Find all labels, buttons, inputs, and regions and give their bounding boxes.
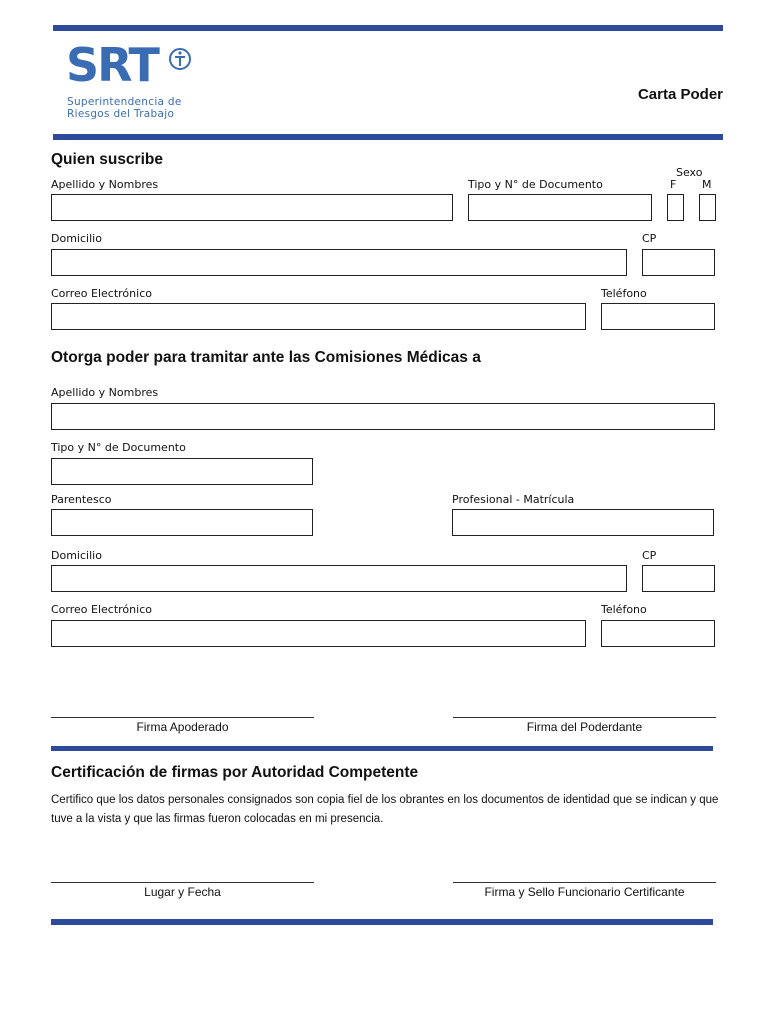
parentesco-field[interactable] (51, 509, 313, 536)
apoderado-documento-field[interactable] (51, 458, 313, 485)
label-parentesco: Parentesco (51, 493, 112, 506)
cp-field[interactable] (642, 249, 715, 276)
caption-firma-sello: Firma y Sello Funcionario Certificante (484, 885, 685, 899)
section-title-certificacion: Certificación de firmas por Autoridad Competente (51, 764, 419, 781)
documento-field[interactable] (468, 194, 652, 221)
apoderado-domicilio-field[interactable] (51, 565, 627, 592)
label-apoderado-domicilio: Domicilio (51, 549, 102, 562)
signature-line-apoderado (51, 717, 314, 718)
label-apellido: Apellido y Nombres (51, 178, 159, 191)
apoderado-cp-field[interactable] (642, 565, 715, 592)
label-sexo-m: M (702, 178, 712, 191)
label-apoderado-correo: Correo Electrónico (51, 603, 152, 616)
signature-line-funcionario (453, 882, 716, 883)
apellido-field[interactable] (51, 194, 453, 221)
label-cp: CP (642, 232, 657, 245)
bottom-rule (51, 919, 713, 925)
section-title-suscribe: Quien suscribe (51, 151, 163, 168)
label-sexo: Sexo (676, 166, 703, 179)
apoderado-telefono-field[interactable] (601, 620, 715, 647)
mid-rule (51, 746, 713, 751)
label-correo: Correo Electrónico (51, 287, 152, 300)
label-profesional: Profesional - Matrícula (452, 493, 575, 506)
certificacion-text: Certifico que los datos personales consignados son copia fiel de los obrantes en los documentos de identidad que se indican y que tuve a la vista y que las firmas fueron colocadas en mi presencia. (51, 794, 719, 825)
document-title: Carta Poder (637, 86, 723, 103)
signature-caption-apoderado: Firma Apoderado (136, 720, 229, 734)
label-apoderado-cp: CP (642, 549, 657, 562)
label-sexo-f: F (670, 178, 677, 191)
label-apoderado-apellido: Apellido y Nombres (51, 386, 159, 399)
label-apoderado-documento: Tipo y N° de Documento (51, 441, 186, 454)
logo-subtitle-1: Superintendencia de (67, 96, 182, 108)
label-domicilio: Domicilio (51, 232, 102, 245)
profesional-field[interactable] (452, 509, 714, 536)
srt-logo-icon (168, 47, 192, 71)
telefono-field[interactable] (601, 303, 715, 330)
label-apoderado-telefono: Teléfono (601, 603, 647, 616)
sexo-f-checkbox[interactable] (667, 194, 684, 221)
caption-lugar-fecha: Lugar y Fecha (144, 885, 221, 899)
signature-line-lugar (51, 882, 314, 883)
signature-caption-poderdante: Firma del Poderdante (526, 720, 643, 734)
sexo-m-checkbox[interactable] (699, 194, 716, 221)
label-telefono: Teléfono (601, 287, 647, 300)
apoderado-correo-field[interactable] (51, 620, 586, 647)
label-documento: Tipo y N° de Documento (468, 178, 603, 191)
signature-line-poderdante (453, 717, 716, 718)
correo-field[interactable] (51, 303, 586, 330)
header-rule (53, 134, 723, 140)
logo-subtitle-2: Riesgos del Trabajo (67, 108, 175, 120)
top-rule (53, 25, 723, 31)
srt-logo-text: SRT (66, 38, 158, 92)
domicilio-field[interactable] (51, 249, 627, 276)
section-title-otorga: Otorga poder para tramitar ante las Comisiones Médicas a (51, 349, 481, 366)
apoderado-apellido-field[interactable] (51, 403, 715, 430)
